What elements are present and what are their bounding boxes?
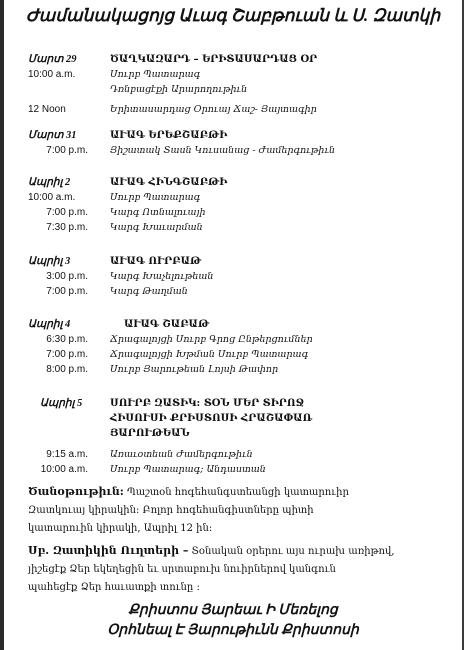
event-text: Ճրագալոյցի Խթման Սուրբ Պատարագ <box>110 349 309 360</box>
event-time: 8:00 p.m. <box>46 364 88 375</box>
section-date: Ապրիլ 2 <box>28 177 71 188</box>
event-time: 7:00 p.m. <box>46 145 88 156</box>
note-requiem <box>28 483 448 538</box>
event-text: Կարգ Ոտնալուայի <box>110 207 206 218</box>
event-text: Երիտասարդաց Օրուայ Ճաշ- Յայտագիր <box>110 104 317 115</box>
event-text: Կարգ Խաւարման <box>110 222 203 233</box>
event-text: Ճրագալոյցի Սուրբ Գրոց Ընթերցումներ <box>110 334 313 345</box>
event-time: 10:00 a.m. <box>28 69 76 80</box>
page-title: Ժամանակացոյց Աւագ Շաբթուան և Ս. Զատկի <box>25 6 441 25</box>
event-time: 3:00 p.m. <box>46 271 88 282</box>
event-time: 10:00 a.m. <box>40 464 88 475</box>
note-label: Ծանօթութիւն: <box>28 485 124 498</box>
section-date: Մարտ 29 <box>28 54 77 65</box>
event-time: 7:00 p.m. <box>46 286 88 297</box>
event-text: Դռնբացէքի Արարողութիւն <box>110 84 248 95</box>
event-text: Յիշատակ Տասն Կուսանաց - Ժամերգութիւն <box>110 145 336 156</box>
note-line: Տօնական օրերու այս ուրախ առիթով, <box>191 546 395 557</box>
note-line: յիշեցէք Ձեր եկեղեցին եւ սրտաբուխ նուիրներով կանգուն <box>28 564 336 575</box>
section-date: Մարտ 31 <box>28 130 77 141</box>
event-text: Կարգ Խաչելութեան <box>110 271 214 282</box>
event-time: 12 Noon <box>28 104 66 115</box>
section-heading-line: ՍՈՒՐԲ ԶԱՏԻԿ: ՏՕՆ ՄԵՐ ՏԻՐՈՋ <box>110 398 305 409</box>
section-april-4 <box>0 317 460 377</box>
event-time: 10:00 a.m. <box>28 192 76 203</box>
event-time: 7:30 p.m. <box>46 222 88 233</box>
section-date: Ապրիլ 3 <box>28 256 71 267</box>
section-heading: ԱՒԱԳ ՇԱԲԱԹ <box>124 319 210 330</box>
section-april-3 <box>0 254 460 299</box>
section-heading-line: ՅԱՐՈՒԹԵԱՆ <box>110 428 190 439</box>
event-text: Սուրբ Պատարագ <box>110 192 201 203</box>
section-april-5 <box>0 396 460 477</box>
note-label: Սբ. Զատիկին Ուղտերի – <box>28 544 189 557</box>
section-heading: ԱՒԱԳ ԵՐԵՔՇԱԲԹԻ <box>110 130 228 141</box>
note-line: Զատկուայ կիրակին: Բոլոր հոգեհանգիստները պիտի <box>28 505 314 516</box>
section-heading: ԱՒԱԳ ՀԻՆԳՇԱԲԹԻ <box>110 177 228 188</box>
event-text: Սուրբ Պատարագ <box>110 69 201 80</box>
note-line: պահեցէք Ձեր հաւատքի տունը : <box>28 582 200 593</box>
section-april-2 <box>0 175 460 235</box>
note-line: կատարուին կիրակի, Ապրիլ 12 ին: <box>28 523 213 534</box>
event-time: 7:00 p.m. <box>46 349 88 360</box>
event-text: Առաւօտեան Ժամերգութիւն <box>110 449 253 460</box>
easter-response: Օրհնեալ Է Յարութիւնն Քրիստոսի <box>107 623 359 638</box>
section-heading: ԾԱՂԿԱԶԱՐԴ – ԵՐԻՏԱՍԱՐԴԱՑ ՕՐ <box>110 54 318 65</box>
note-donation <box>28 542 448 597</box>
easter-greeting: Քրիստոս Յարեաւ Ի Մեռելոց <box>128 603 338 618</box>
event-time: 7:00 p.m. <box>46 207 88 218</box>
section-march-29 <box>0 52 460 117</box>
event-time: 6:30 p.m. <box>46 334 88 345</box>
event-text: Կարգ Թաղման <box>110 286 188 297</box>
event-time: 9:15 a.m. <box>46 449 88 460</box>
section-heading: ԱՒԱԳ ՈՒՐԲԱԹ <box>110 256 202 267</box>
section-heading-line: ՀԻՍՈՒՍԻ ՔՐԻՍՏՈՍԻ ՀՐԱՇԱՓԱՌ <box>110 413 313 424</box>
section-date: Ապրիլ 4 <box>28 319 71 330</box>
event-text: Սուրբ Պատարագ; Անդաստան <box>110 464 266 475</box>
section-date: Ապրիլ 5 <box>40 398 83 409</box>
event-text: Սուրբ Յարութեան Լոյսի Թափոր <box>110 364 279 375</box>
section-march-31 <box>0 128 460 158</box>
note-line: Պաշտօն հոգեհանգստեանցի կատարուիր <box>127 487 349 498</box>
